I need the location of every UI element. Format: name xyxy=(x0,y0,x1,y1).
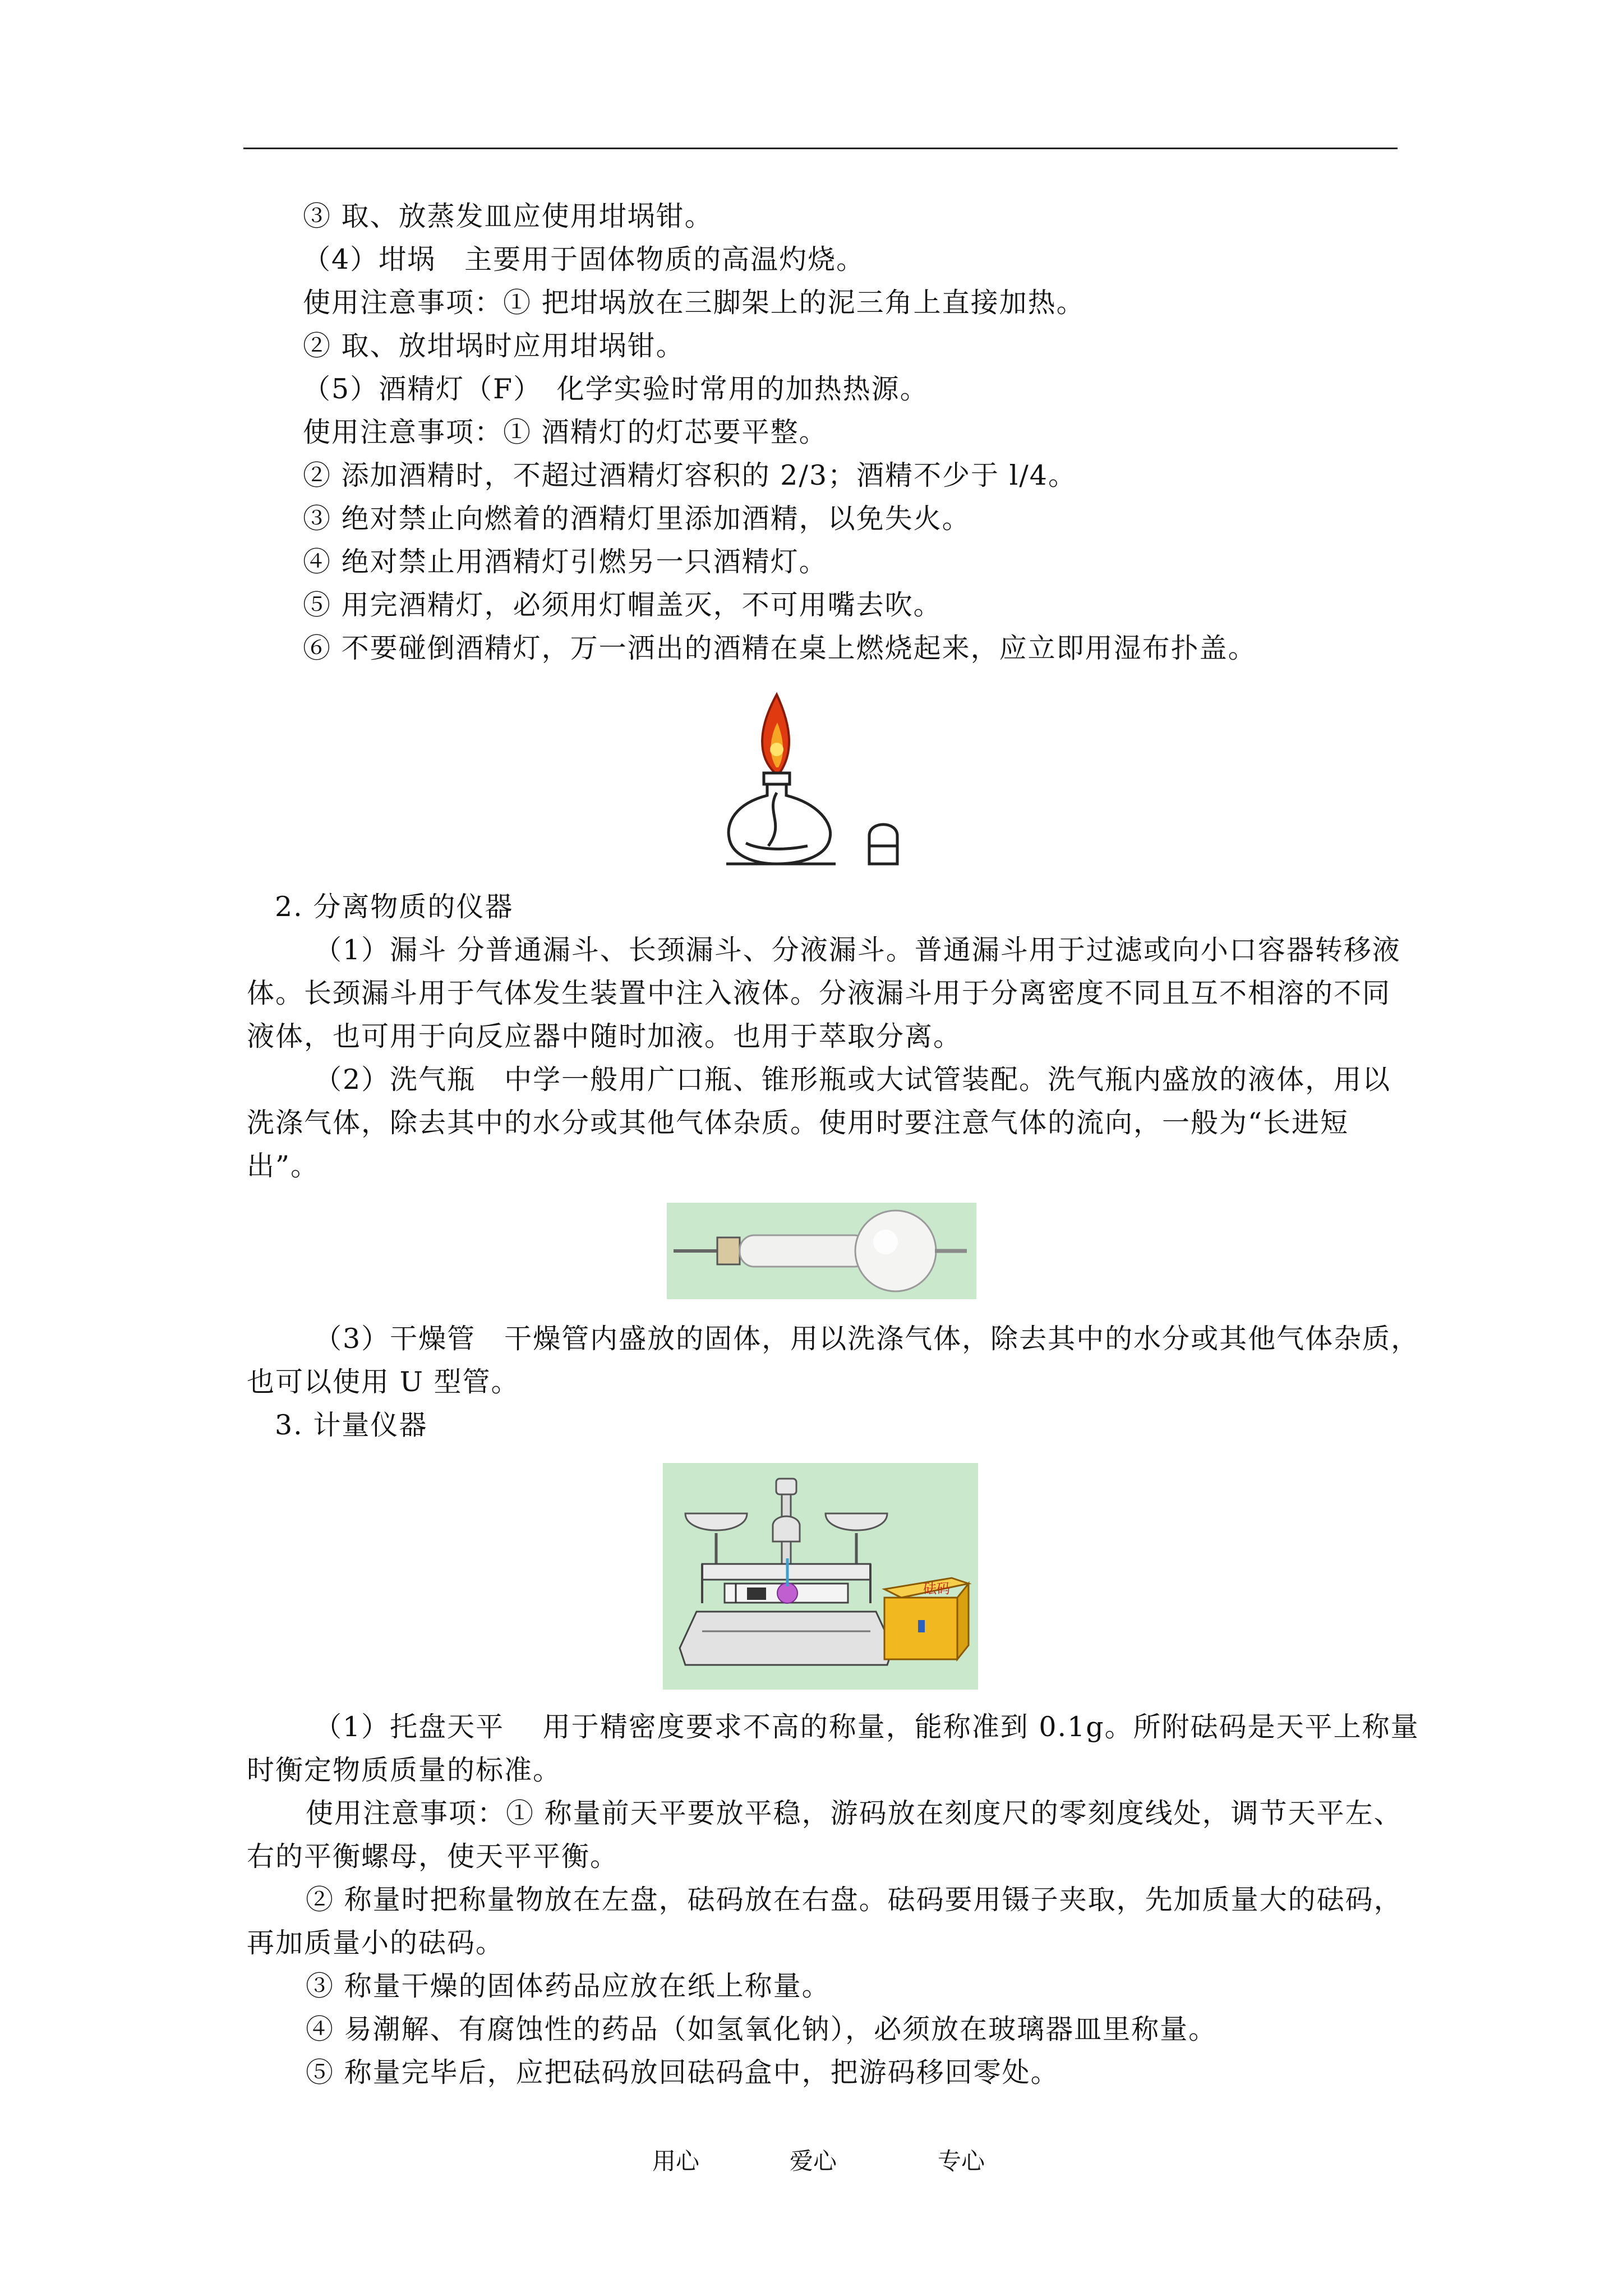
section-heading: 2. 分离物质的仪器 xyxy=(275,891,514,923)
footer-text: 专心 xyxy=(938,2147,985,2175)
drying-tube-figure xyxy=(667,1203,976,1299)
lamp-body xyxy=(726,773,836,864)
text-line: ⑤ 称量完毕后，应把砝码放回砝码盒中，把游码移回零处。 xyxy=(306,2056,1059,2088)
text-line: 体。长颈漏斗用于气体发生装置中注入液体。分液漏斗用于分离密度不同且互不相溶的不同 xyxy=(247,977,1391,1009)
text-line: ③ 称量干燥的固体药品应放在纸上称量。 xyxy=(306,1970,831,2002)
text-line: ③ 取、放蒸发皿应使用坩埚钳。 xyxy=(303,200,713,232)
text-line: 液体，也可用于向反应器中随时加液。也用于萃取分离。 xyxy=(247,1020,962,1052)
text-line: （1）托盘天平 用于精密度要求不高的称量，能称准到 0.1g。所附砝码是天平上称量 xyxy=(314,1711,1419,1743)
footer-text: 爱心 xyxy=(790,2147,837,2175)
text-line: ② 取、放坩埚时应用坩埚钳。 xyxy=(303,330,685,362)
text-line: ④ 绝对禁止用酒精灯引燃另一只酒精灯。 xyxy=(303,546,828,578)
text-line: 再加质量小的砝码。 xyxy=(247,1927,505,1959)
text-line: 时衡定物质质量的标准。 xyxy=(247,1754,562,1786)
text-line: 使用注意事项：① 酒精灯的灯芯要平整。 xyxy=(303,416,828,448)
weights-label: 砝码 xyxy=(923,1581,950,1596)
text-line: （2）洗气瓶 中学一般用广口瓶、锥形瓶或大试管装配。洗气瓶内盛放的液体，用以 xyxy=(314,1064,1391,1096)
header-rule xyxy=(243,148,1398,149)
text-line: （1）漏斗 分普通漏斗、长颈漏斗、分液漏斗。普通漏斗用于过滤或向小口容器转移液 xyxy=(314,934,1401,966)
text-line: 也可以使用 U 型管。 xyxy=(247,1366,520,1398)
flame-icon xyxy=(762,694,789,773)
lamp-cap-icon xyxy=(868,825,898,864)
text-line: 出”。 xyxy=(247,1150,320,1182)
text-line: ② 添加酒精时，不超过酒精灯容积的 2/3；酒精不少于 l/4。 xyxy=(303,459,1077,491)
text-line: ⑥ 不要碰倒酒精灯，万一洒出的酒精在桌上燃烧起来，应立即用湿布扑盖。 xyxy=(303,632,1257,664)
alcohol-lamp-figure xyxy=(723,689,914,874)
text-line: ⑤ 用完酒精灯，必须用灯帽盖灭，不可用嘴去吹。 xyxy=(303,589,942,621)
text-line: （3）干燥管 干燥管内盛放的固体，用以洗涤气体，除去其中的水分或其他气体杂质， xyxy=(314,1323,1420,1355)
balance-figure xyxy=(663,1463,978,1690)
text-line: ④ 易潮解、有腐蚀性的药品（如氢氧化钠），必须放在玻璃器皿里称量。 xyxy=(306,2013,1218,2045)
text-line: （5）酒精灯（F） 化学实验时常用的加热热源。 xyxy=(303,373,929,405)
text-line: 使用注意事项：① 把坩埚放在三脚架上的泥三角上直接加热。 xyxy=(303,287,1085,319)
text-line: 洗涤气体，除去其中的水分或其他气体杂质。使用时要注意气体的流向，一般为“长进短 xyxy=(247,1107,1349,1139)
section-heading: 3. 计量仪器 xyxy=(275,1409,428,1441)
text-line: 右的平衡螺母，使天平平衡。 xyxy=(247,1841,619,1872)
text-line: （4）坩埚 主要用于固体物质的高温灼烧。 xyxy=(303,243,865,275)
text-line: ② 称量时把称量物放在左盘，砝码放在右盘。砝码要用镊子夹取，先加质量大的砝码， xyxy=(306,1884,1403,1916)
text-line: ③ 绝对禁止向燃着的酒精灯里添加酒精，以免失火。 xyxy=(303,503,971,535)
footer-text: 用心 xyxy=(652,2147,700,2175)
text-line: 使用注意事项：① 称量前天平要放平稳，游码放在刻度尺的零刻度线处，调节天平左、 xyxy=(306,1797,1403,1829)
